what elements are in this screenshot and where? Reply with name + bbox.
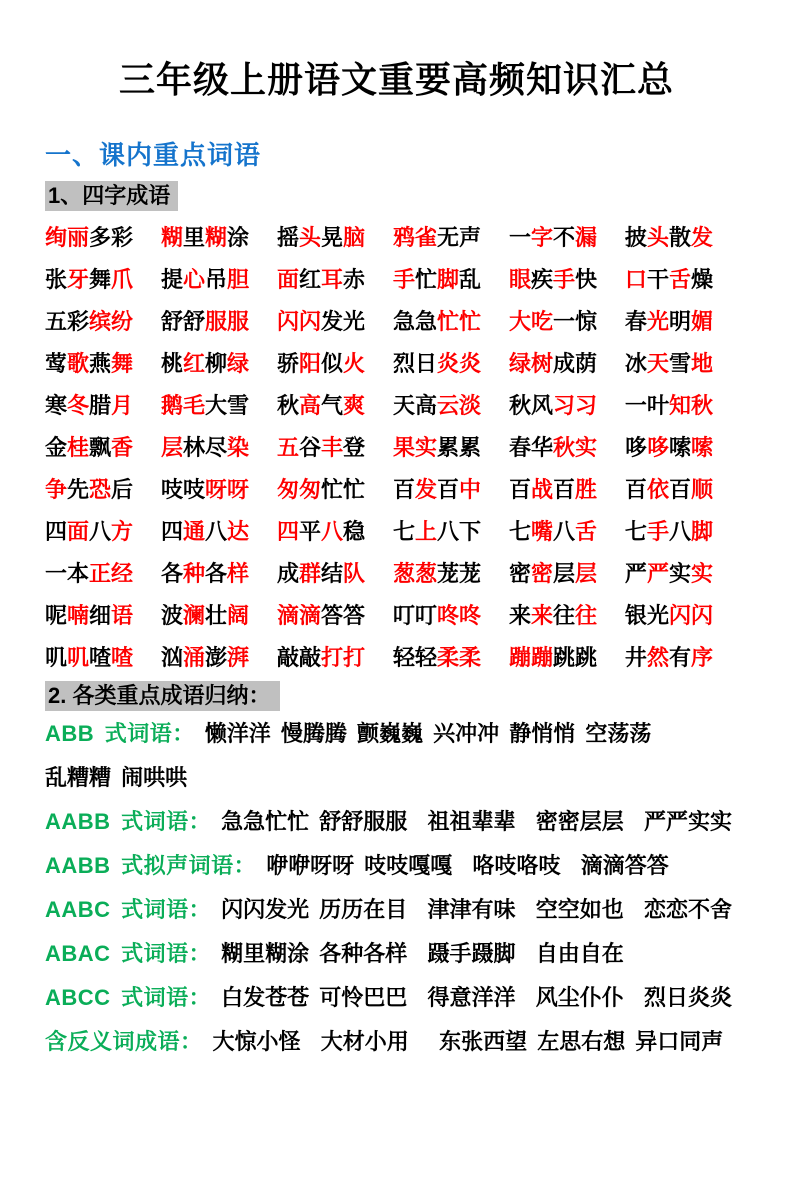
idiom: 舒舒服服 bbox=[160, 308, 250, 334]
page-title: 三年级上册语文重要高频知识汇总 bbox=[118, 59, 674, 100]
idiom-row bbox=[45, 593, 713, 635]
idiom: 骄阳似火 bbox=[276, 350, 366, 376]
idiom: 五彩缤纷 bbox=[45, 308, 134, 334]
pattern-line bbox=[45, 719, 755, 749]
idiom: 蹦蹦跳跳 bbox=[508, 644, 597, 670]
idiom: 金桂飘香 bbox=[45, 434, 134, 460]
idiom-row bbox=[45, 635, 713, 677]
pattern-line bbox=[45, 939, 755, 969]
idiom: 哆哆嗦嗦 bbox=[624, 434, 713, 460]
pattern-content: 急急忙忙 舒舒服服 祖祖辈辈 密密层层 严严实实 bbox=[221, 809, 732, 834]
pattern-label: ABCC 式词语： bbox=[45, 985, 212, 1010]
idiom: 鹅毛大雪 bbox=[160, 392, 250, 418]
idiom: 七嘴八舌 bbox=[508, 518, 597, 544]
idiom: 汹涌澎湃 bbox=[160, 644, 250, 670]
idiom: 绿树成荫 bbox=[508, 350, 597, 376]
idiom-row bbox=[45, 341, 713, 383]
idiom: 成群结队 bbox=[276, 560, 366, 586]
idiom: 天高云淡 bbox=[392, 392, 482, 418]
pattern-line bbox=[45, 983, 755, 1013]
pattern-label: AABB 式拟声词语： bbox=[45, 853, 257, 878]
idiom: 摇头晃脑 bbox=[276, 224, 366, 250]
idiom: 张牙舞爪 bbox=[45, 266, 134, 292]
sub-heading-idiom-categories: 2. 各类重点成语归纳： bbox=[45, 681, 280, 711]
pattern-content: 咿咿呀呀 吱吱嘎嘎 咯吱咯吱 滴滴答答 bbox=[266, 853, 669, 878]
idiom: 七上八下 bbox=[392, 518, 482, 544]
idiom: 大吃一惊 bbox=[508, 308, 597, 334]
idiom: 口干舌燥 bbox=[624, 266, 713, 292]
idiom: 各种各样 bbox=[160, 560, 250, 586]
idiom: 叮叮咚咚 bbox=[392, 602, 482, 628]
pattern-label: ABB 式词语： bbox=[45, 721, 195, 746]
idiom: 滴滴答答 bbox=[276, 602, 366, 628]
idiom: 密密层层 bbox=[508, 560, 597, 586]
idiom-row bbox=[45, 299, 713, 341]
idiom: 眼疾手快 bbox=[508, 266, 597, 292]
idiom: 百依百顺 bbox=[624, 476, 713, 502]
idiom: 秋高气爽 bbox=[276, 392, 366, 418]
idiom: 鸦雀无声 bbox=[392, 224, 482, 250]
idiom: 一字不漏 bbox=[508, 224, 597, 250]
idiom: 面红耳赤 bbox=[276, 266, 366, 292]
idiom: 层林尽染 bbox=[160, 434, 250, 460]
idiom-row bbox=[45, 215, 713, 257]
idiom: 来来往往 bbox=[508, 602, 597, 628]
pattern-content: 乱糟糟 闹哄哄 bbox=[45, 765, 188, 790]
idiom: 手忙脚乱 bbox=[392, 266, 482, 292]
pattern-content: 白发苍苍 可怜巴巴 得意洋洋 风尘仆仆 烈日炎炎 bbox=[221, 985, 732, 1010]
idiom: 绚丽多彩 bbox=[45, 224, 134, 250]
pattern-line bbox=[45, 763, 755, 793]
idiom-row bbox=[45, 383, 713, 425]
idiom: 一叶知秋 bbox=[624, 392, 713, 418]
idiom: 四通八达 bbox=[160, 518, 250, 544]
idiom: 井然有序 bbox=[624, 644, 713, 670]
idiom: 波澜壮阔 bbox=[160, 602, 250, 628]
idiom: 桃红柳绿 bbox=[160, 350, 250, 376]
idiom: 一本正经 bbox=[45, 560, 134, 586]
idiom: 百战百胜 bbox=[508, 476, 597, 502]
idiom: 争先恐后 bbox=[45, 476, 134, 502]
idiom: 春华秋实 bbox=[508, 434, 597, 460]
idiom: 严严实实 bbox=[624, 560, 713, 586]
idiom: 寒冬腊月 bbox=[45, 392, 134, 418]
idiom: 吱吱呀呀 bbox=[160, 476, 250, 502]
idiom: 春光明媚 bbox=[624, 308, 713, 334]
pattern-line bbox=[45, 895, 755, 925]
idiom: 葱葱茏茏 bbox=[392, 560, 482, 586]
idiom: 七手八脚 bbox=[624, 518, 713, 544]
idiom-row bbox=[45, 257, 713, 299]
idiom: 银光闪闪 bbox=[624, 602, 713, 628]
idiom-row bbox=[45, 551, 713, 593]
pattern-label: AABC 式词语： bbox=[45, 897, 212, 922]
pattern-label: AABB 式词语： bbox=[45, 809, 212, 834]
idiom-row bbox=[45, 425, 713, 467]
sub-heading-four-char-idioms: 1、四字成语 bbox=[45, 181, 178, 211]
pattern-line bbox=[45, 807, 755, 837]
idiom: 叽叽喳喳 bbox=[45, 644, 134, 670]
idiom: 敲敲打打 bbox=[276, 644, 366, 670]
pattern-line bbox=[45, 1027, 755, 1057]
idiom: 轻轻柔柔 bbox=[392, 644, 482, 670]
idiom-row bbox=[45, 509, 713, 551]
idiom: 四面八方 bbox=[45, 518, 134, 544]
idiom: 闪闪发光 bbox=[276, 308, 366, 334]
idiom-row bbox=[45, 467, 713, 509]
idiom: 烈日炎炎 bbox=[392, 350, 482, 376]
pattern-label: ABAC 式词语： bbox=[45, 941, 212, 966]
idiom: 提心吊胆 bbox=[160, 266, 250, 292]
idiom: 百发百中 bbox=[392, 476, 482, 502]
idiom: 匆匆忙忙 bbox=[276, 476, 366, 502]
idiom: 四平八稳 bbox=[276, 518, 366, 544]
idiom: 秋风习习 bbox=[508, 392, 597, 418]
pattern-content: 懒洋洋 慢腾腾 颤巍巍 兴冲冲 静悄悄 空荡荡 bbox=[204, 721, 652, 746]
idiom: 五谷丰登 bbox=[276, 434, 366, 460]
pattern-line bbox=[45, 851, 755, 881]
pattern-content: 闪闪发光 历历在目 津津有味 空空如也 恋恋不舍 bbox=[221, 897, 732, 922]
idiom: 冰天雪地 bbox=[624, 350, 713, 376]
idiom: 糊里糊涂 bbox=[160, 224, 250, 250]
idiom: 披头散发 bbox=[624, 224, 713, 250]
idiom: 呢喃细语 bbox=[45, 602, 134, 628]
idiom-grid bbox=[45, 215, 713, 677]
pattern-label: 含反义词成语： bbox=[45, 1029, 203, 1054]
pattern-content: 糊里糊涂 各种各样 蹑手蹑脚 自由自在 bbox=[221, 941, 624, 966]
pattern-list bbox=[45, 719, 755, 1057]
pattern-content: 大惊小怪 大材小用 东张西望 左思右想 异口同声 bbox=[212, 1029, 724, 1054]
idiom: 莺歌燕舞 bbox=[45, 350, 134, 376]
idiom: 果实累累 bbox=[392, 434, 482, 460]
section-heading-key-words: 一、课内重点词语 bbox=[45, 140, 262, 170]
idiom: 急急忙忙 bbox=[392, 308, 482, 334]
